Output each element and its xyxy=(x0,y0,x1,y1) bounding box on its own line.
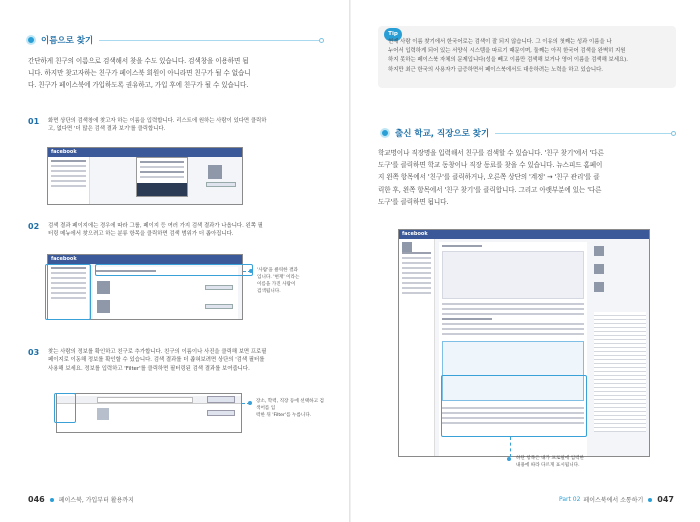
step-number: 03 xyxy=(28,348,40,357)
callout-shot-right xyxy=(516,455,626,469)
facebook-sidebar xyxy=(48,157,90,205)
section-endcap-icon xyxy=(319,38,324,43)
page-number: 047 xyxy=(657,495,674,504)
step-01 xyxy=(28,117,328,134)
school-work-highlight xyxy=(441,375,587,437)
intro-paragraph xyxy=(28,55,328,92)
tip-line: 하지만 최근 한국의 사용자가 급증하면서 페이스북에서도 대응하려는 노력을 하고 있습니다. xyxy=(388,66,604,73)
step-line: 화면 상단의 검색창에 찾고자 하는 이름을 입력합니다. 리스트에 원하는 사람이 있다면 클릭하 xyxy=(48,118,267,124)
step-line: 터링 메뉴에서 찾으려고 하는 분류 항목을 클릭하면 검색 범위가 더 좁아집니다. xyxy=(48,231,234,238)
sponsored-box xyxy=(594,312,646,432)
step-text xyxy=(48,348,266,373)
step-number: 02 xyxy=(28,222,40,231)
intro-line: 다. 친구가 페이스북에 가입하도록 권유하고, 가입 후에 친구가 될 수 있습니다. xyxy=(28,81,249,90)
callout-line: 입니다. '현재' 이라는 xyxy=(257,275,300,280)
intro-line: 간단하게 친구의 이름으로 검색해서 찾을 수도 있습니다. 검색창을 이용하면 됩 xyxy=(28,57,249,65)
callout-dot-icon xyxy=(248,401,252,405)
add-friend-button[interactable] xyxy=(207,410,235,416)
screenshot-search-dropdown xyxy=(47,147,243,205)
intro-line: 지 왼쪽 항목에서 '친구'를 클릭하거나, 오른쪽 상단의 '계정' → '친구 관리'를 클 xyxy=(378,173,600,182)
step-line: 찾는 사람의 정보를 확인하고 친구로 추가합니다. 친구의 이름이나 사진을 클릭해 보면 프로필 xyxy=(48,349,267,355)
step-line: 고, 없다면 '더 많은 검색 결과 보기'를 클릭합니다. xyxy=(48,126,166,133)
callout-connector xyxy=(510,437,511,457)
callout-line: '사람'을 클릭한 결과 xyxy=(257,268,298,273)
tip-line: 하지 못하는 페이스북 자체의 문제입니다(성을 빼고 이름만 검색해 보거나 영어 이름을 검색해 보세요). xyxy=(388,57,628,64)
intro-line: 도구'를 클릭하면 됩니다. xyxy=(378,197,449,206)
section-header-name-search xyxy=(26,32,324,48)
filter-dropdown-highlight xyxy=(54,393,76,423)
tip-text xyxy=(388,38,668,75)
callout-dot-icon xyxy=(507,457,511,461)
more-results-row[interactable] xyxy=(137,183,187,196)
filter-menu-highlight xyxy=(45,264,91,320)
facebook-header-bar: facebook xyxy=(399,230,649,239)
people-tab-highlight xyxy=(95,264,253,276)
section-bullet-icon xyxy=(380,128,390,138)
page-footer-right xyxy=(559,495,674,504)
footer-part: Part 02 xyxy=(559,496,581,503)
result-thumbnail[interactable] xyxy=(97,408,109,420)
intro-line: 릭한 후, 왼쪽 항목에서 '친구 찾기'를 클릭합니다. 그리고 아랫부분에 있는 '다른 xyxy=(378,185,602,194)
callout-line: 내용에 따라 다르게 표시됩니다. xyxy=(516,463,580,468)
add-friend-button[interactable] xyxy=(205,285,233,290)
step-02 xyxy=(28,222,328,239)
tip-line: 현재 사람 이름 찾기에서 한국어로는 검색이 잘 되지 않습니다. 그 이유의 첫째는 성과 이름을 나 xyxy=(388,39,612,45)
add-friend-button[interactable] xyxy=(205,304,233,309)
callout-shot2 xyxy=(257,267,327,295)
step-line: 페이지로 이동해 정보를 확인할 수 있습니다. 검색 결과를 더 좁혀보려면 상단의 '검색 필터를 xyxy=(48,357,265,364)
email-import-box xyxy=(442,251,584,299)
step-line: 검색 결과 페이지에는 경우에 따라 그룹, 페이지 등 여러 가지 검색 결과가 나옵니다. 왼쪽 필 xyxy=(48,223,263,229)
facebook-header-bar: facebook xyxy=(48,148,242,157)
step-03 xyxy=(28,348,328,373)
suggestion-thumbnail[interactable] xyxy=(594,264,604,274)
tip-box xyxy=(378,26,676,88)
section-title: 출신 학교, 직장으로 찾기 xyxy=(395,129,490,139)
suggestion-thumbnail[interactable] xyxy=(594,282,604,292)
right-page xyxy=(350,0,700,522)
step-number: 01 xyxy=(28,117,40,126)
callout-line: 이름을 가진 사람이 xyxy=(257,282,296,287)
screenshot-search-filter xyxy=(56,393,242,433)
intro-line: 니다. 하지만 찾고자하는 친구가 페이스북 회원이 아니라면 친구가 될 수 없습니 xyxy=(28,69,251,78)
callout-dot-icon xyxy=(249,269,253,273)
callout-line: 력한 뒤 'Filter'를 누릅니다. xyxy=(256,413,312,418)
result-thumbnail[interactable] xyxy=(97,281,110,294)
step-text xyxy=(48,222,263,239)
section-endcap-icon xyxy=(671,131,676,136)
footer-title: 페이스북, 가입부터 활용까지 xyxy=(58,497,134,504)
page-number: 046 xyxy=(28,495,45,504)
intro-paragraph xyxy=(378,147,678,208)
callout-shot3 xyxy=(256,398,328,419)
footer-dot-icon xyxy=(648,498,652,502)
step-line: 사용해 보세요. 정보를 입력하고 'Filter'를 클릭하면 필터링된 검색 결과를 보여줍니다. xyxy=(48,365,250,372)
section-bullet-icon xyxy=(26,35,36,45)
section-rule xyxy=(495,133,671,134)
section-rule xyxy=(99,40,319,41)
filter-input[interactable] xyxy=(97,397,193,403)
tip-badge: Tip xyxy=(384,28,402,41)
suggestion-thumbnail[interactable] xyxy=(594,246,604,256)
profile-thumbnail xyxy=(208,165,222,179)
callout-line: 하단 항목은 내가 프로필에 입력한 xyxy=(516,456,584,461)
section-title: 이름으로 찾기 xyxy=(41,36,94,46)
callout-line: 장소, 학력, 직장 등에 선택하고 검색어를 입 xyxy=(256,399,324,411)
step-text xyxy=(48,117,266,134)
filter-button[interactable] xyxy=(207,396,235,403)
search-dropdown[interactable] xyxy=(136,157,188,197)
facebook-header-bar: facebook xyxy=(48,255,242,264)
intro-line: 학교명이나 직장명을 입력해서 친구를 검색할 수 있습니다. '친구 찾기'에서 '다른 xyxy=(378,149,604,157)
facebook-sidebar xyxy=(399,239,435,457)
callout-line: 검색됩니다. xyxy=(257,289,281,294)
footer-title: 페이스북에서 소통하기 xyxy=(583,497,644,504)
intro-line: 도구'를 클릭하면 학교 동창이나 직장 동료를 찾을 수 있습니다. 뉴스피드 홈페이 xyxy=(378,161,603,170)
section-header-school-work xyxy=(380,125,676,141)
right-column xyxy=(591,242,649,456)
tip-line: 누어서 입력하게 되어 있는 서양식 시스템을 따르기 때문이며, 둘째는 아직 한국어 검색을 완벽히 지원 xyxy=(388,48,626,55)
add-friend-button[interactable] xyxy=(206,182,236,187)
page-footer-left xyxy=(28,495,134,504)
result-thumbnail[interactable] xyxy=(97,300,110,313)
footer-dot-icon xyxy=(50,498,54,502)
